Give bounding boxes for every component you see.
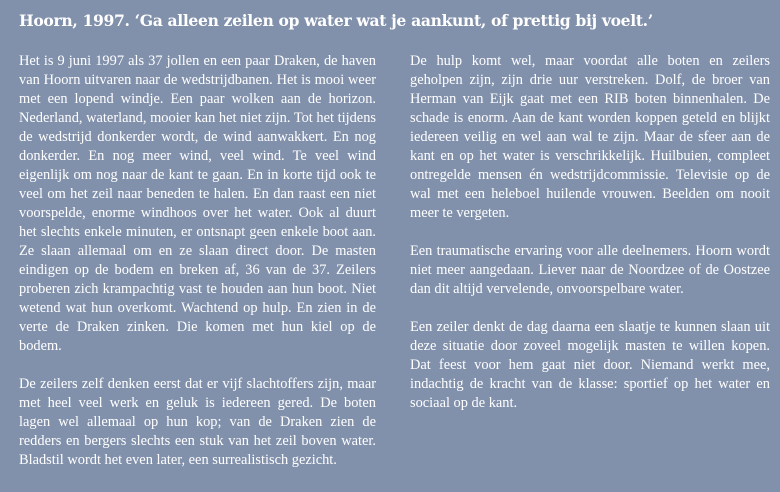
paragraph: Het is 9 juni 1997 als 37 jollen en een paar Draken, de haven van Hoorn uitvaren naar de wedstrijdbanen. Het is mooi weer met een lopend windje. Een paar wolken aan de horizon. Nederland, waterland, mooier kan het niet zijn. Tot het tijdens de wedstrijd donkerder wordt, de wind aanwakkert. En nog donkerder. En nog meer wind, veel wind. Te veel wind eigenlijk om nog naar de kant te gaan. En in korte tijd ook te veel om het zeil naar beneden te halen. En dan raast een niet voorspelde, enorme windhoos over het water. Ook al duurt het slechts enkele minuten, er ontsnapt geen enkele boot aan. Ze slaan allemaal om en ze slaan direct door. De masten eindigen op de bodem en breken af, 36 van de 37. Zeilers proberen zich krampachtig vast te houden aan hun boot. Niet wetend wat hun overkomt. Wachtend op hulp. En zien in de verte de Draken zinken. Die komen met hun kiel op de bodem.: [19, 53, 376, 354]
paragraph: Een traumatische ervaring voor alle deelnemers. Hoorn wordt niet meer aangedaan. Liever naar de Noordzee of de Oostzee dan dit altijd vervelende, onvoorspelbare water.: [410, 243, 770, 297]
paragraph: Een zeiler denkt de dag daarna een slaatje te kunnen slaan uit deze situatie door zoveel mogelijk masten te willen kopen. Dat feest voor hem gaat niet door. Niemand werkt mee, indachtig de kracht van de klasse: sportief op het water en sociaal op de kant.: [410, 319, 770, 411]
right-column: [410, 52, 770, 432]
left-column: [19, 52, 376, 489]
paragraph: De zeilers zelf denken eerst dat er vijf slachtoffers zijn, maar met heel veel werk en geluk is iedereen gered. De boten lagen wel allemaal op hun kop; van de Draken zien de redders en bergers slechts een stuk van het zeil boven water. Bladstil wordt het even later, een surrealistisch gezicht.: [19, 376, 376, 468]
article-title: Hoorn, 1997. ‘Ga alleen zeilen op water wat je aankunt, of prettig bij voelt.’: [19, 11, 653, 30]
paragraph: De hulp komt wel, maar voordat alle boten en zeilers geholpen zijn, zijn drie uur verstreken. Dolf, de broer van Herman van Eijk gaat met een RIB boten binnenhalen. De schade is enorm. Aan de kant worden koppen geteld en blijkt iedereen veilig en wel aan wal te zijn. Maar de sfeer aan de kant en op het water is verschrikkelijk. Huilbuien, compleet ontregelde mensen én wedstrijdcommissie. Televisie op de wal met een heleboel huilende vrouwen. Beelden om nooit meer te vergeten.: [410, 53, 770, 221]
